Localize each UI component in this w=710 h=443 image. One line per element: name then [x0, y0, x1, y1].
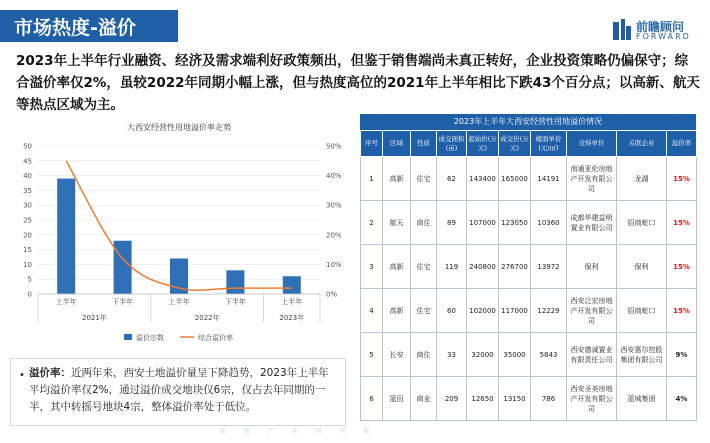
table-header-cell: 区域 [383, 131, 411, 157]
table-cell: 15% [667, 289, 697, 333]
table-caption: 2023年上半年大西安经营性用地溢价情况 [360, 114, 696, 130]
y-left-tick-label: 30 [23, 201, 32, 210]
logo-subtext: FORWARD [636, 32, 691, 41]
table-cell: 1 [361, 157, 383, 201]
y-left-tick-label: 35 [23, 186, 32, 195]
y-right-tick-label: 20% [326, 231, 342, 240]
table-cell: 9% [667, 333, 697, 377]
brand-logo [612, 18, 698, 44]
legend-label: 综合溢价率 [198, 334, 233, 342]
y-right-tick-label: 40% [326, 172, 342, 181]
bullet-icon: • [19, 370, 25, 381]
table-cell: 209 [437, 377, 467, 421]
x-group-label: 2023年 [279, 314, 305, 322]
x-group-label: 2021年 [81, 314, 107, 322]
chart-canvas [8, 118, 348, 350]
table-cell: 15% [667, 201, 697, 245]
table-row [361, 157, 697, 201]
table-cell: 13972 [531, 245, 567, 289]
table-cell: 保利 [617, 245, 667, 289]
y-left-tick-label: 15 [23, 246, 32, 255]
table-header-cell: 溢价率 [667, 131, 697, 157]
table-cell: 33 [437, 333, 467, 377]
bar [283, 276, 301, 294]
bar [226, 270, 244, 294]
y-left-tick-label: 0 [27, 290, 32, 299]
table-cell: 高新 [383, 289, 411, 333]
premium-table-panel [360, 114, 696, 421]
table-cell: 西安圣美房地产开发有限公司 [567, 377, 617, 421]
table-cell: 240800 [467, 245, 499, 289]
table-cell: 商住 [411, 201, 437, 245]
y-left-tick-label: 10 [23, 260, 32, 269]
table-cell: 165000 [499, 157, 531, 201]
table-cell: 商业 [411, 377, 437, 421]
table-cell: 南通亚伦房地产开发有限公司 [567, 157, 617, 201]
y-left-tick-label: 50 [23, 142, 32, 151]
bar [57, 179, 75, 294]
x-group-label: 2022年 [194, 314, 220, 322]
premium-table [360, 130, 697, 421]
table-cell: 航天 [383, 201, 411, 245]
table-cell: 6 [361, 377, 383, 421]
table-cell: 102000 [467, 289, 499, 333]
table-cell: 786 [531, 377, 567, 421]
table-cell: 4% [667, 377, 697, 421]
summary-text: 2023年上半年行业融资、经济及需求端利好政策频出，但鉴于销售端尚未真正转好，企业投资策略仍偏保守；综合溢价率仅2%，虽较2022年同期小幅上涨，但与热度高位的2021年上半年相比下跌43个百分点；以高新、航天等热点区域为主。 [16, 53, 700, 113]
table-row [361, 245, 697, 289]
table-header-cell: 楼面单价(元/㎡) [531, 131, 567, 157]
x-tick-label: 上半年 [168, 298, 190, 306]
y-right-tick-label: 0% [326, 290, 338, 299]
table-cell: 35000 [499, 333, 531, 377]
table-cell: 招商蛇口 [617, 201, 667, 245]
table-cell: 123050 [499, 201, 531, 245]
table-header-cell: 关联企业 [617, 131, 667, 157]
table-cell: 蓝田 [383, 377, 411, 421]
table-cell: 住宅 [411, 289, 437, 333]
table-cell: 5843 [531, 333, 567, 377]
table-cell: 15% [667, 245, 697, 289]
table-body [361, 157, 697, 421]
table-header-row [361, 131, 697, 157]
table-cell: 10360 [531, 201, 567, 245]
table-cell: 143400 [467, 157, 499, 201]
note-box [10, 358, 346, 426]
x-tick-label: 下半年 [224, 298, 246, 306]
table-cell: 住宅 [411, 245, 437, 289]
table-header-cell: 竞得单位 [567, 131, 617, 157]
y-left-tick-label: 20 [23, 231, 32, 240]
table-header-cell: 起始价(万元) [467, 131, 499, 157]
table-cell: 招商蛇口 [617, 289, 667, 333]
table-cell: 12229 [531, 289, 567, 333]
table-cell: 西安德诚置业有限责任公司 [567, 333, 617, 377]
table-cell: 2 [361, 201, 383, 245]
legend-swatch-bar [124, 334, 132, 340]
y-right-tick-label: 50% [326, 142, 342, 151]
table-cell: 13150 [499, 377, 531, 421]
table-cell: 5 [361, 333, 383, 377]
logo-mark-icon [612, 18, 632, 42]
y-left-tick-label: 40 [23, 172, 32, 181]
watermark: 前 瞻 产 业 研 究 院 [220, 428, 378, 435]
logo-text: 前瞻顾问 [636, 20, 685, 34]
note-text: 近两年来，西安土地溢价量呈下降趋势，2023年上半年平均溢价率仅2%，通过溢价成交地块仅6宗，仅占去年同期的一半，其中转摇号地块4宗，整体溢价率处于低位。 [29, 367, 329, 413]
table-cell: 15% [667, 157, 697, 201]
table-cell: 长安 [383, 333, 411, 377]
chart-title: 大西安经营性用地溢价率走势 [127, 123, 231, 132]
table-cell: 高新 [383, 245, 411, 289]
table-row [361, 333, 697, 377]
table-cell: 119 [437, 245, 467, 289]
table-cell: 14191 [531, 157, 567, 201]
y-left-tick-label: 45 [23, 157, 32, 166]
page-title: 市场热度-溢价 [14, 17, 136, 39]
table-header-cell: 成交面积(亩) [437, 131, 467, 157]
table-cell: 3 [361, 245, 383, 289]
table-cell: 龙湖 [617, 157, 667, 201]
bar [114, 241, 132, 294]
table-cell: 107000 [467, 201, 499, 245]
y-left-tick-label: 5 [27, 275, 32, 284]
table-cell: 89 [437, 201, 467, 245]
x-tick-label: 上半年 [55, 298, 77, 306]
table-cell: 276700 [499, 245, 531, 289]
table-row [361, 289, 697, 333]
legend-label: 溢价宗数 [136, 334, 164, 342]
y-right-tick-label: 10% [326, 260, 342, 269]
table-cell: 12650 [467, 377, 499, 421]
premium-chart [8, 118, 348, 350]
table-cell: 32000 [467, 333, 499, 377]
table-cell: 西安泛宏房地产开发有限公司 [567, 289, 617, 333]
table-cell: 住宅 [411, 157, 437, 201]
table-header-cell: 成交价(万元) [499, 131, 531, 157]
table-cell: 60 [437, 289, 467, 333]
table-cell: 4 [361, 289, 383, 333]
x-tick-label: 下半年 [112, 298, 134, 306]
table-row [361, 201, 697, 245]
y-right-tick-label: 30% [326, 201, 342, 210]
table-header-cell: 序号 [361, 131, 383, 157]
table-cell: 蓝城集团 [617, 377, 667, 421]
title-bar [0, 10, 178, 42]
table-row [361, 377, 697, 421]
table-cell: 62 [437, 157, 467, 201]
table-cell: 成都华建益明置业有限公司 [567, 201, 617, 245]
note-label: 溢价率： [29, 367, 71, 379]
table-cell: 保利 [567, 245, 617, 289]
y-left-tick-label: 25 [23, 216, 32, 225]
table-cell: 高新 [383, 157, 411, 201]
x-tick-label: 上半年 [281, 298, 303, 306]
table-header-cell: 性质 [411, 131, 437, 157]
table-cell: 西安惠尔控股集团有限公司 [617, 333, 667, 377]
table-cell: 商住 [411, 333, 437, 377]
table-cell: 117000 [499, 289, 531, 333]
